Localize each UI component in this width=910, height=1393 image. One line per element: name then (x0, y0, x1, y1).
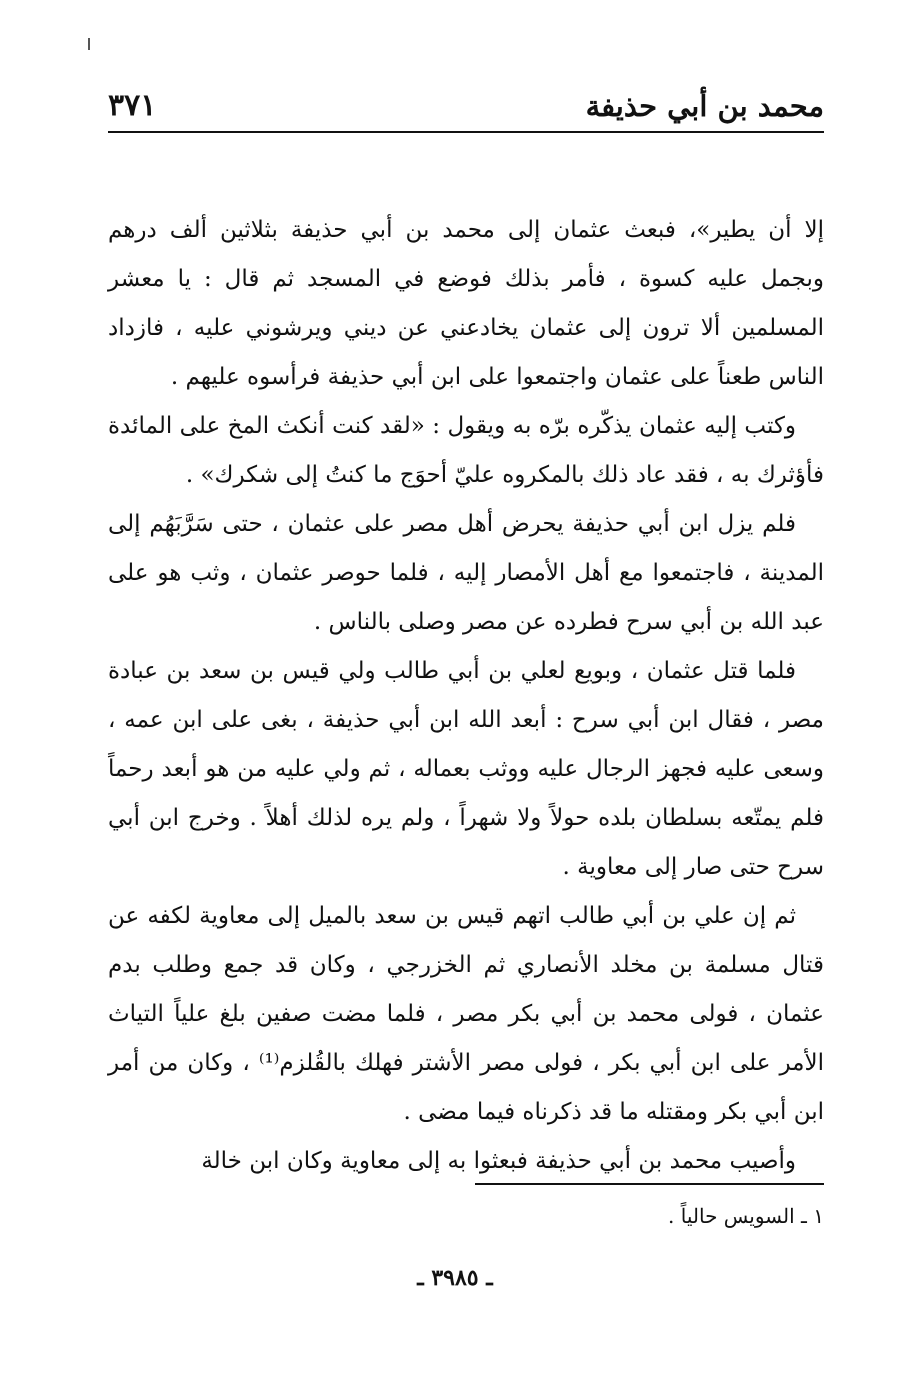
footnote-divider (475, 1183, 824, 1185)
header-divider (108, 131, 824, 133)
paragraph: ثم إن علي بن أبي طالب اتهم قيس بن سعد بالميل إلى معاوية لكفه عن قتال مسلمة بن مخلد الأنصاري ثم الخزرجي ، وكان قد جمع وطلب بدم عثمان ، فولى محمد بن أبي بكر مصر ، فلما مضت صفين بلغ علياً التياث الأمر على ابن أبي بكر ، فولى مصر الأشتر فهلك بالقُلزم⁽¹⁾ ، وكان من أمر ابن أبي بكر ومقتله ما قد ذكرناه فيما مضى . (108, 903, 824, 1125)
header-page-number: ٣٧١ (108, 88, 157, 123)
main-text (108, 206, 824, 1186)
running-header (108, 86, 824, 130)
paragraph: وأصيب محمد بن أبي حذيفة فبعثوا به إلى معاوية وكان ابن خالة (201, 1148, 796, 1174)
header-title: محمد بن أبي حذيفة (585, 89, 824, 123)
paragraph: فلم يزل ابن أبي حذيفة يحرض أهل مصر على عثمان ، حتى سَرَّبَهُم إلى المدينة ، فاجتمعوا مع أهل الأمصار إليه ، فلما حوصر عثمان ، وثب هو على عبد الله بن أبي سرح فطرده عن مصر وصلى بالناس . (108, 511, 824, 635)
margin-mark (88, 38, 90, 50)
page-footer-number: ـ ٣٩٨٥ ـ (417, 1265, 493, 1291)
footnote: ١ ـ السويس حالياً . (668, 1204, 824, 1228)
paragraph: وكتب إليه عثمان يذكّره برّه به ويقول : «لقد كنت أنكث المخ على المائدة فأؤثرك به ، فقد عاد ذلك بالمكروه عليّ أحوَج ما كنتُ إلى شكرك» . (108, 413, 824, 488)
paragraph: فلما قتل عثمان ، وبويع لعلي بن أبي طالب ولي قيس بن سعد بن عبادة مصر ، فقال ابن أبي سرح : أبعد الله ابن أبي حذيفة ، بغى على ابن عمه ، وسعى عليه فجهز الرجال عليه ووثب بعماله ، ثم ولي عليه من هو أبعد رحماً فلم يمتّعه بسلطان بلده حولاً ولا شهراً ، ولم يره لذلك أهلاً . وخرج ابن أبي سرح حتى صار إلى معاوية . (108, 658, 824, 880)
paragraph: إلا أن يطير»، فبعث عثمان إلى محمد بن أبي حذيفة بثلاثين ألف درهم وبجمل عليه كسوة ، فأمر بذلك فوضع في المسجد ثم قال : يا معشر المسلمين ألا ترون إلى عثمان يخادعني عن ديني ويرشوني عليه ، فازداد الناس طعناً على عثمان واجتمعوا على ابن أبي حذيفة فرأسوه عليهم . (108, 217, 824, 390)
